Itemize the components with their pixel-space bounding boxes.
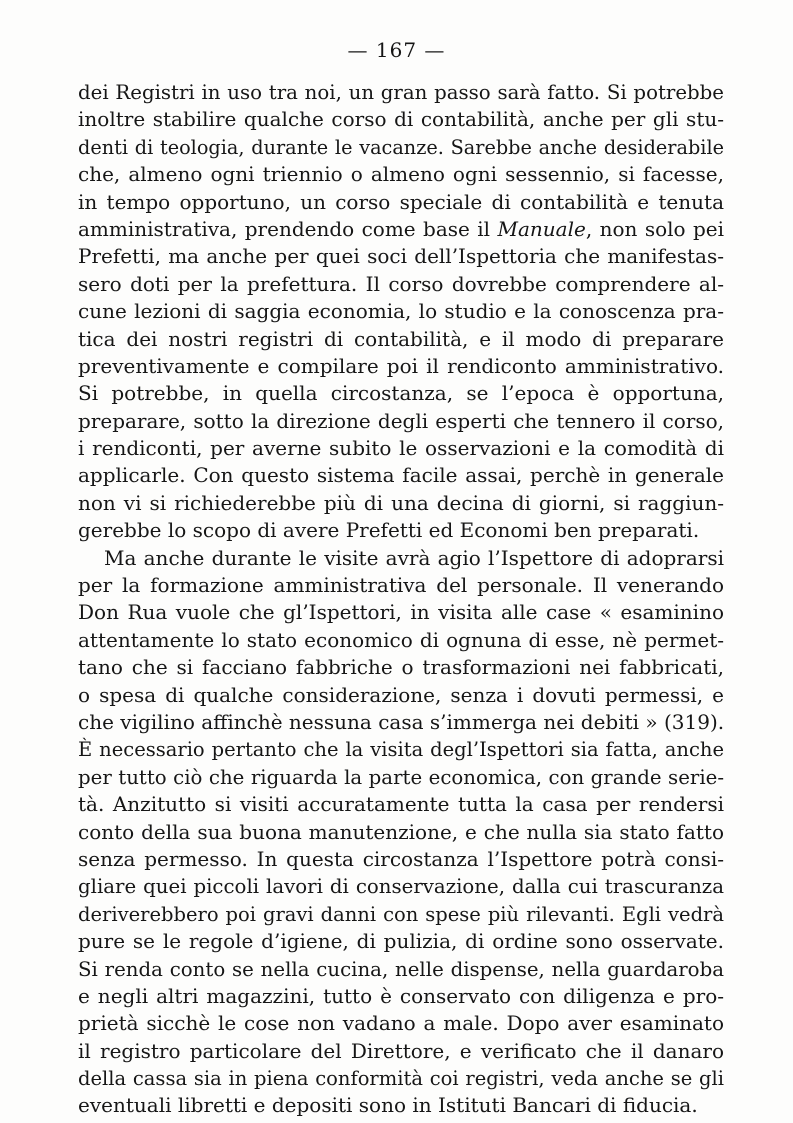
text-line: della cassa sia in piena conformità coi registri, veda anche se gli <box>78 1067 724 1091</box>
text-line: pure se le regole d’igiene, di pulizia, di ordine sono osservate. <box>78 929 724 954</box>
text-line: tica dei nostri registri di contabilità, e il modo di preparare <box>78 326 724 351</box>
text-line: prietà sicchè le cose non vadano a male. Dopo aver esaminato <box>78 1011 724 1036</box>
text-line: Ma anche durante le visite avrà agio l’Ispettore di adoprarsi <box>104 545 724 570</box>
text-line: attentamente lo stato economico di ognuna di esse, nè permet- <box>78 627 724 652</box>
text-line: amministrativa, prendendo come base il Manuale, non solo pei <box>78 216 725 241</box>
text-line: gliare quei piccoli lavori di conservazione, dalla cui trascuranza <box>78 875 724 899</box>
text-line: senza permesso. In questa circostanza l’Ispettore potrà consi- <box>78 846 724 871</box>
text-line: preventivamente e compilare poi il rendiconto amministrativo. <box>78 353 724 378</box>
text-line: cune lezioni di saggia economia, lo studio e la conoscenza pra- <box>78 299 724 324</box>
text-line: gerebbe lo scopo di avere Prefetti ed Economi ben preparati. <box>78 518 700 543</box>
italic-title: Manuale <box>497 216 586 241</box>
page-number: — 167 — <box>347 38 446 62</box>
text-line: preparare, sotto la direzione degli esperti che tennero il corso, <box>78 408 724 433</box>
text-line: in tempo opportuno, un corso speciale di contabilità e tenuta <box>78 189 724 214</box>
text-line: che, almeno ogni triennio o almeno ogni sessennio, si facesse, <box>78 162 724 187</box>
text-line: denti di teologia, durante le vacanze. Sarebbe anche desiderabile <box>78 135 724 159</box>
text-line: eventuali libretti e depositi sono in Istituti Bancari di fiducia. <box>78 1093 698 1118</box>
text-line: o spesa di qualche considerazione, senza i dovuti permessi, e <box>78 682 724 707</box>
text-line: È necessario pertanto che la visita degl’Ispettori sia fatta, anche <box>78 738 724 762</box>
text-line: il registro particolare del Direttore, e verificato che il danaro <box>78 1038 724 1063</box>
text-line: Prefetti, ma anche per quei soci dell’Ispettoria che manifestas- <box>78 244 724 269</box>
text-line: sero doti per la prefettura. Il corso dovrebbe comprendere al- <box>78 271 724 296</box>
text-line: e negli altri magazzini, tutto è conservato con diligenza e pro- <box>78 983 724 1008</box>
text-line: tà. Anzitutto si visiti accuratamente tutta la casa per rendersi <box>78 792 724 817</box>
text-line: per la formazione amministrativa del personale. Il venerando <box>78 573 724 598</box>
text-line: per tutto ciò che riguarda la parte economica, con grande serie- <box>78 765 724 789</box>
text-line: tano che si facciano fabbriche o trasformazioni nei fabbricati, <box>78 655 724 680</box>
text-line: Si renda conto se nella cucina, nelle dispense, nella guardaroba <box>78 957 724 981</box>
text-line: inoltre stabilire qualche corso di contabilità, anche per gli stu- <box>78 107 724 132</box>
text-line: Si potrebbe, in quella circostanza, se l’epoca è opportuna, <box>78 381 724 406</box>
text-line: conto della sua buona manutenzione, e che nulla sia stato fatto <box>78 819 724 844</box>
text-line: che vigilino affinchè nessuna casa s’immerga nei debiti » (319). <box>78 709 725 734</box>
text-line: non vi si richiederebbe più di una decina di giorni, si raggiun- <box>78 490 724 515</box>
text-line: dei Registri in uso tra noi, un gran passo sarà fatto. Si potrebbe <box>78 81 724 104</box>
text-line: i rendiconti, per averne subito le osservazioni e la comodità di <box>78 436 724 461</box>
text-line: deriverebbero poi gravi danni con spese più rilevanti. Egli vedrà <box>78 902 724 926</box>
text-line: Don Rua vuole che gl’Ispettori, in visita alle case « esaminino <box>78 600 724 625</box>
text-line: applicarle. Con questo sistema facile assai, perchè in generale <box>78 463 724 488</box>
body-text <box>78 79 724 1120</box>
